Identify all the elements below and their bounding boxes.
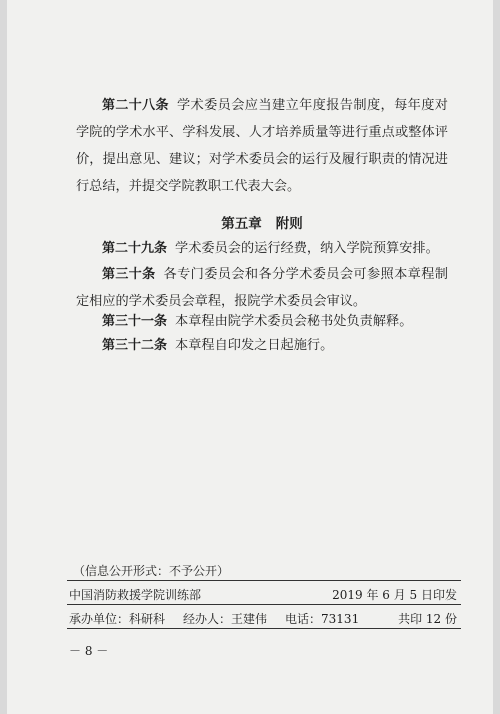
chapter-number: 第五章	[221, 216, 262, 232]
undertaking-row	[69, 610, 457, 627]
article-31	[76, 308, 448, 335]
article-number: 第二十九条	[102, 241, 168, 256]
article-number: 第三十二条	[102, 338, 168, 353]
handler: 经办人：王建伟	[183, 612, 268, 626]
copies: 共印 12 份	[398, 612, 457, 626]
article-number: 第三十一条	[102, 314, 168, 329]
document-page	[7, 0, 493, 714]
article-text: 学术委员会应当建立年度报告制度，每年度对学院的学术水平、学科发展、人才培养质量等进行重点或整体评价，提出意见、建议；对学术委员会的运行及履行职责的情况进行总结，并提交学院教职工代表大会。	[76, 98, 448, 194]
article-text: 各专门委员会和各分学术委员会可参照本章程制定相应的学术委员会章程，报院学术委员会审议。	[76, 267, 448, 309]
article-29	[76, 235, 448, 262]
issuer-row	[69, 586, 457, 603]
article-number: 第二十八条	[102, 98, 169, 113]
article-number: 第三十条	[102, 267, 156, 282]
article-32	[76, 332, 448, 359]
footer-rule-middle	[67, 604, 461, 605]
issue-date: 2019 年 6 月 5 日印发	[332, 588, 457, 602]
page-number: － 8 －	[69, 644, 109, 658]
issuer: 中国消防救援学院训练部	[69, 588, 202, 602]
article-text: 学术委员会的运行经费，纳入学院预算安排。	[175, 241, 439, 256]
phone: 电话：73131	[285, 612, 360, 626]
article-text: 本章程自印发之日起施行。	[175, 338, 334, 353]
disclosure-note: （信息公开形式：不予公开）	[73, 564, 230, 578]
footer-rule-top	[67, 580, 461, 581]
footer-rule-bottom	[67, 628, 461, 629]
article-text: 本章程由院学术委员会秘书处负责解释。	[175, 314, 413, 329]
article-30	[76, 261, 448, 315]
undertaking-unit: 承办单位：科研科	[69, 612, 166, 626]
chapter-title: 附则	[275, 216, 303, 232]
chapter-heading	[76, 212, 448, 232]
article-28	[76, 92, 448, 200]
